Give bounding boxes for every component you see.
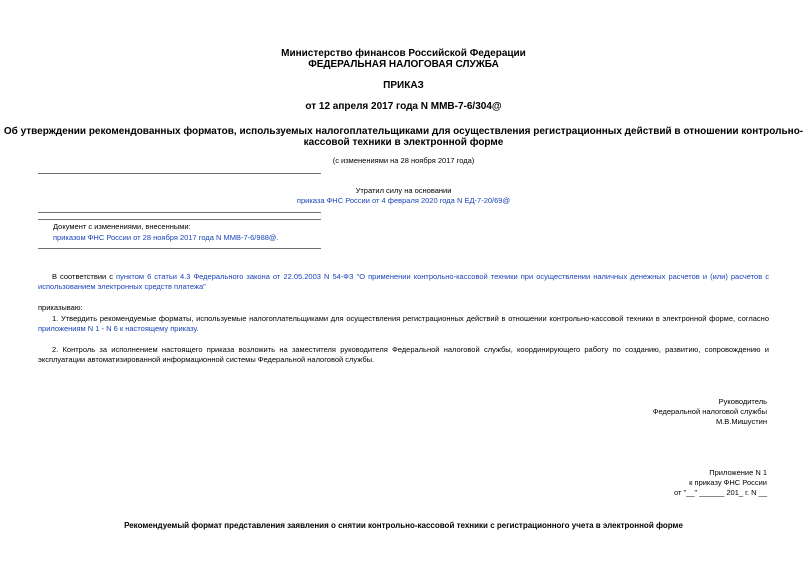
divider <box>38 212 321 213</box>
signature-organization: Федеральной налоговой службы <box>652 407 767 416</box>
paragraph-basis: В соответствии с пунктом 6 статьи 4.3 Федерального закона от 22.05.2003 N 54-ФЗ "О применении контрольно-кассовой техники при осуществлении наличных денежных расчетов и (или) расчетов с использованием электронных средств платежа" <box>38 272 769 291</box>
signature-position: Руководитель <box>718 397 767 406</box>
appendix-date: от "__" ______ 201_ г. N __ <box>674 488 767 497</box>
expired-order-link[interactable]: приказа ФНС России от 4 февраля 2020 года N ЕД-7-20/69@ <box>296 196 511 205</box>
changes-label: Документ с изменениями, внесенными: <box>53 222 191 231</box>
appendix-title: Приложение N 1 <box>709 468 767 477</box>
divider <box>38 248 321 249</box>
service-name: ФЕДЕРАЛЬНАЯ НАЛОГОВАЯ СЛУЖБА <box>308 59 499 70</box>
changes-order-link[interactable]: приказом ФНС России от 28 ноября 2017 года N ММВ-7-6/988@. <box>53 233 279 242</box>
paragraph-item-1: 1. Утвердить рекомендуемые форматы, используемые налогоплательщиками для осуществления регистрационных действий в отношении контрольно-кассовой техники в электронной форме, согласно приложениям N 1 - N 6 к настоящему приказу. <box>38 314 769 333</box>
signature-name: М.В.Мишустин <box>715 417 767 426</box>
amendment-note: (с изменениями на 28 ноября 2017 года) <box>332 156 475 165</box>
ministry-name: Министерство финансов Российской Федерации <box>281 48 526 59</box>
document-number: от 12 апреля 2017 года N ММВ-7-6/304@ <box>305 101 502 112</box>
paragraph-item-2: 2. Контроль за исполнением настоящего приказа возложить на заместителя руководителя Федеральной налоговой службы, координирующего работу по созданию, развитию, сопровождению и эксплуатации автоматизированной информационной системы Федеральной налоговой службы. <box>38 345 769 364</box>
appendix-reference: к приказу ФНС России <box>689 478 767 487</box>
document-type: ПРИКАЗ <box>383 80 424 91</box>
federal-law-link[interactable]: пунктом 6 статьи 4.3 Федерального закона от 22.05.2003 N 54-ФЗ "О применении контрольно-кассовой техники при осуществлении наличных денежных расчетов и (или) расчетов с использованием электронных средств платежа" <box>38 272 769 291</box>
order-word: приказываю: <box>38 303 83 312</box>
divider <box>38 173 321 174</box>
appendices-link[interactable]: приложениям N 1 - N 6 к настоящему приказу <box>38 324 197 333</box>
appendix-heading: Рекомендуемый формат представления заявления о снятии контрольно-кассовой техники с регистрационного учета в электронной форме <box>124 521 683 530</box>
expired-label: Утратил силу на основании <box>355 186 452 195</box>
document-title-line-2: кассовой техники в электронной форме <box>303 137 504 148</box>
divider <box>38 219 321 220</box>
document-title-line-1: Об утверждении рекомендованных форматов, используемых налогоплательщиками для осуществления регистрационных действий в отношении контрольно- <box>3 126 804 137</box>
